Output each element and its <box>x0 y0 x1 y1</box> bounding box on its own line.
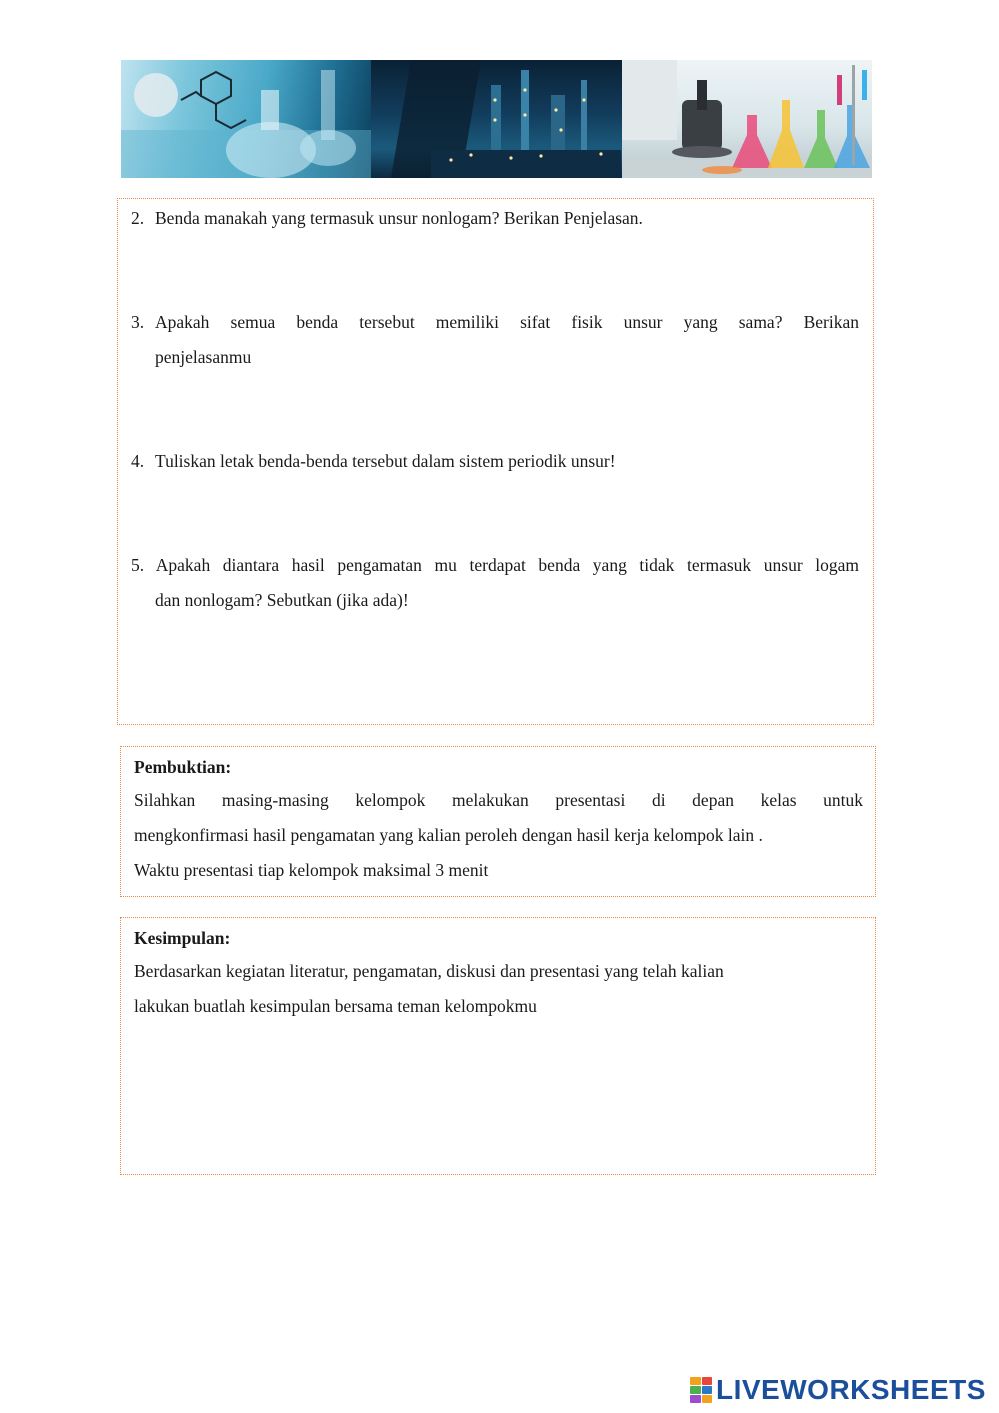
banner-microscope-flasks-photo <box>622 60 872 178</box>
pembuktian-line-2: mengkonfirmasi hasil pengamatan yang kalian peroleh dengan hasil kerja kelompok lain . <box>134 825 763 845</box>
kesimpulan-line-2: lakukan buatlah kesimpulan bersama teman kelompokmu <box>134 996 537 1016</box>
kesimpulan-line-1: Berdasarkan kegiatan literatur, pengamatan, diskusi dan presentasi yang telah kalian <box>134 961 724 981</box>
question-text: Tuliskan letak benda-benda tersebut dalam sistem periodik unsur! <box>155 451 616 471</box>
question-4 <box>131 444 859 479</box>
question-3 <box>131 305 859 375</box>
question-5 <box>131 548 859 618</box>
header-banner <box>121 60 872 178</box>
pembuktian-text <box>134 783 863 888</box>
question-text-line2: penjelasanmu <box>155 347 252 367</box>
pembuktian-line-1: Silahkan masing-masing kelompok melakukan presentasi di depan kelas untuk <box>134 790 863 810</box>
kesimpulan-text <box>134 954 863 1024</box>
liveworksheets-logo <box>690 1374 986 1406</box>
question-text: Benda manakah yang termasuk unsur nonlogam? Berikan Penjelasan. <box>155 208 643 228</box>
question-2 <box>131 201 859 236</box>
question-number: 5. <box>131 555 145 575</box>
pembuktian-line-3: Waktu presentasi tiap kelompok maksimal 3 menit <box>134 860 489 880</box>
question-number: 2. <box>131 208 145 228</box>
question-number: 3. <box>131 312 145 332</box>
liveworksheets-logo-text: LIVEWORKSHEETS <box>716 1374 986 1405</box>
kesimpulan-title: Kesimpulan: <box>134 928 231 948</box>
question-text-line2: dan nonlogam? Sebutkan (jika ada)! <box>155 590 409 610</box>
banner-lab-glassware-photo <box>121 60 371 178</box>
question-number: 4. <box>131 451 145 471</box>
question-text-line1: Apakah semua benda tersebut memiliki sifat fisik unsur yang sama? Berikan <box>155 312 859 332</box>
question-text-line1: Apakah diantara hasil pengamatan mu terdapat benda yang tidak termasuk unsur logam <box>155 555 859 575</box>
pembuktian-title: Pembuktian: <box>134 757 232 777</box>
liveworksheets-logo-icon <box>690 1377 712 1403</box>
banner-refinery-photo <box>371 60 621 178</box>
